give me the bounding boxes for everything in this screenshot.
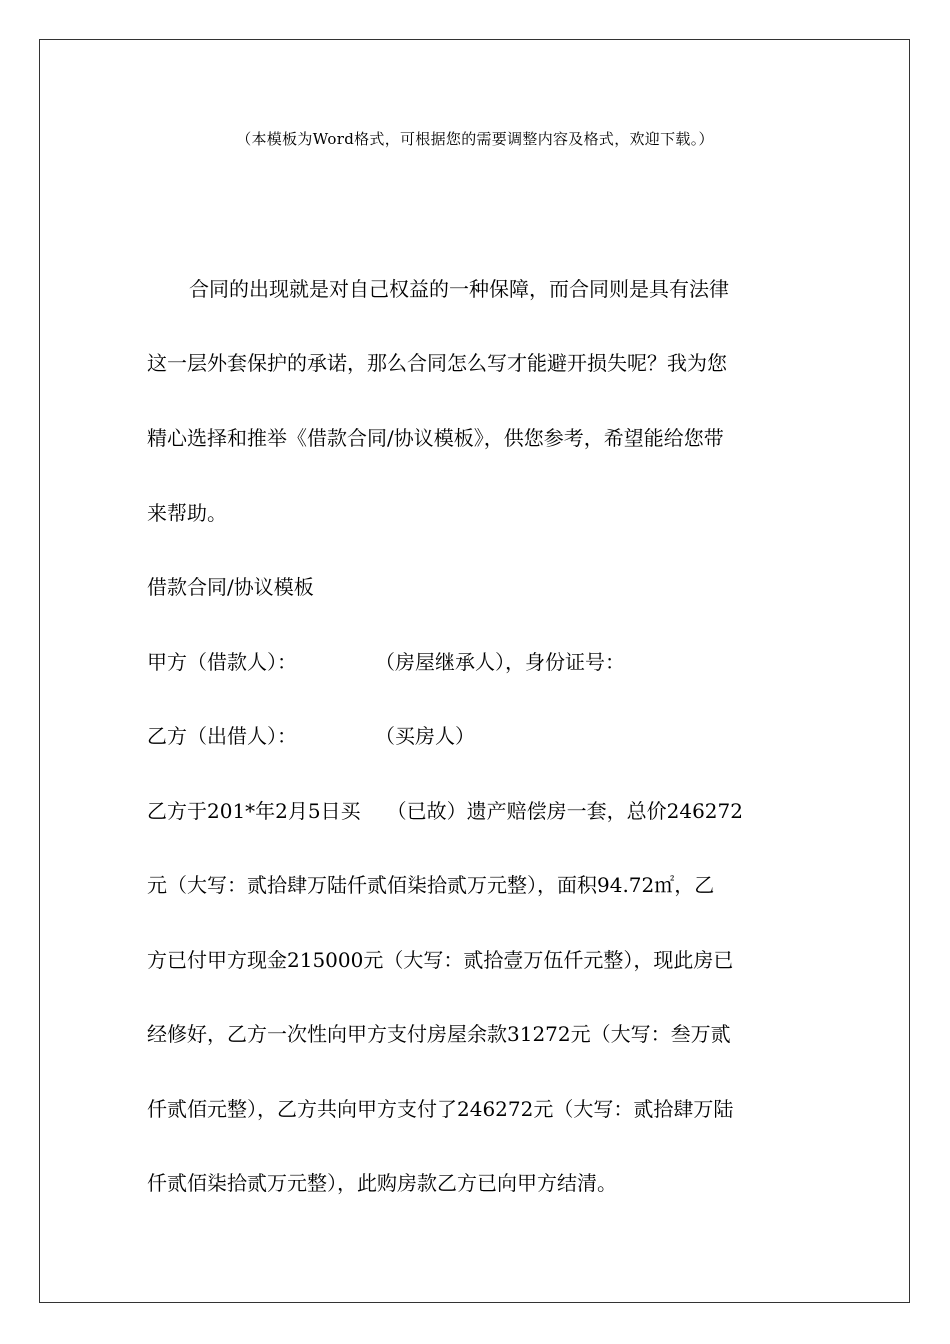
party-a-line [147, 650, 625, 674]
party-b-role: （买房人） [375, 724, 475, 748]
party-a-label: 甲方（借款人）： [147, 650, 297, 674]
clause-line-2: 元（大写：贰拾肆万陆仟贰佰柒拾贰万元整），面积94.72㎡，乙 [147, 873, 715, 897]
contract-title: 借款合同/协议模板 [147, 575, 314, 599]
intro-line-1: 合同的出现就是对自己权益的一种保障，而合同则是具有法律 [189, 277, 729, 301]
party-b-label: 乙方（出借人）： [147, 724, 297, 748]
clause-before-gap: 乙方于201*年2月5日买 [147, 799, 361, 823]
party-a-role: （房屋继承人），身份证号： [375, 650, 625, 674]
template-note: （本模板为Word格式，可根据您的需要调整内容及格式，欢迎下载。） [236, 130, 714, 148]
clause-line-5: 仟贰佰元整），乙方共向甲方支付了246272元（大写：贰拾肆万陆 [147, 1097, 734, 1121]
clause-after-gap: （已故）遗产赔偿房一套，总价246272 [386, 799, 743, 823]
party-b-line [147, 724, 475, 748]
clause-line-3: 方已付甲方现金215000元（大写：贰拾壹万伍仟元整），现此房已 [147, 948, 734, 972]
intro-line-3: 精心选择和推举《借款合同/协议模板》，供您参考，希望能给您带 [147, 426, 724, 450]
clause-line-4: 经修好，乙方一次性向甲方支付房屋余款31272元（大写：叁万贰 [147, 1022, 731, 1046]
intro-line-2: 这一层外套保护的承诺，那么合同怎么写才能避开损失呢？我为您 [147, 351, 727, 375]
clause-line-1 [147, 799, 743, 823]
intro-line-4: 来帮助。 [147, 501, 227, 525]
clause-line-6: 仟贰佰柒拾贰万元整），此购房款乙方已向甲方结清。 [147, 1171, 617, 1195]
